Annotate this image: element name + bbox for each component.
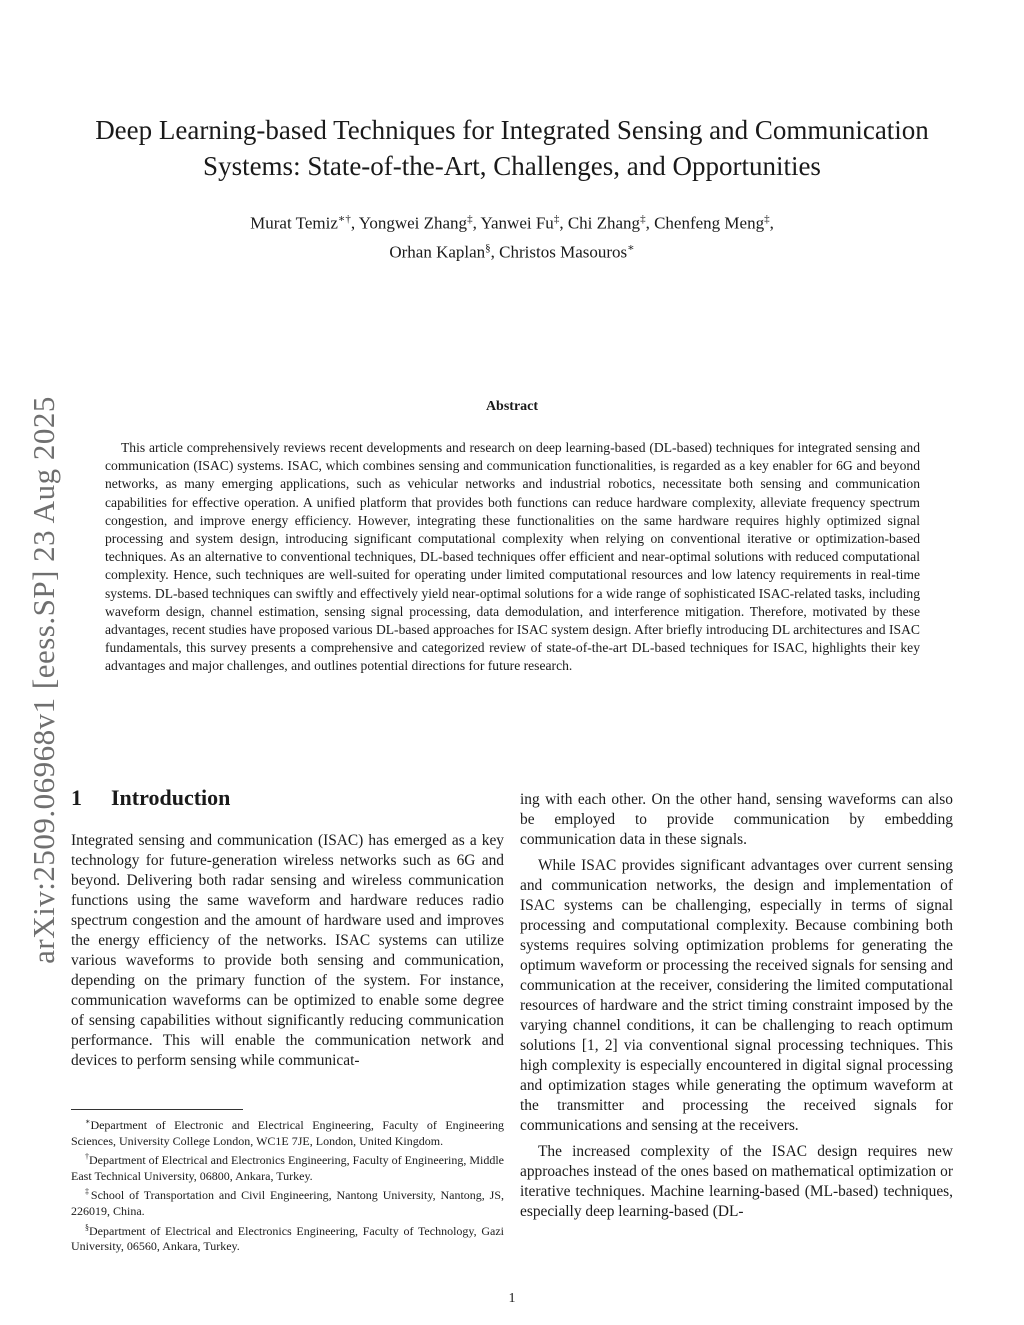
paper-title-line-1: Deep Learning-based Techniques for Integrated Sensing and Communication — [95, 115, 929, 145]
author-affiliation-mark: ‡ — [764, 213, 770, 225]
footnote-mark: § — [85, 1222, 89, 1232]
body-paragraph: ing with each other. On the other hand, sensing waveforms can also be employed to provide communication by embedding communication data in these signals. — [520, 791, 953, 848]
author-name: Christos Masouros — [499, 242, 628, 262]
author-name: Chenfeng Meng — [654, 213, 765, 233]
footnote: ‡School of Transportation and Civil Engineering, Nantong University, Nantong, JS, 226019, China. — [71, 1187, 505, 1218]
paper-title — [60, 112, 964, 184]
page-number: 1 — [508, 1291, 516, 1306]
author-affiliation-mark: § — [485, 241, 491, 254]
footnote-mark: ‡ — [85, 1187, 91, 1197]
arxiv-identifier-stamp: arXiv:2509.06968v1 [eess.SP] 23 Aug 2025 — [26, 396, 61, 964]
section-number: 1 — [71, 785, 82, 810]
author-name: Orhan Kaplan — [389, 242, 486, 262]
footnote-separator — [71, 1109, 243, 1110]
abstract-heading: Abstract — [485, 399, 539, 414]
author-affiliation-mark: ∗† — [337, 213, 351, 225]
author-affiliation-mark: ‡ — [553, 213, 560, 225]
author-name: Murat Temiz — [250, 213, 338, 233]
body-paragraph: Integrated sensing and communication (ISAC) has emerged as a key technology for future-generation wireless networks such as 6G and beyond. Delivering both radar sensing and wireless communication functions using the same waveform and hardware reduces radio spectrum congestion and the amount of hardware used and improves the energy efficiency of the networks. ISAC systems can utilize various waveforms to provide both sensing and communication, depending on the primary function of the system. For instance, communication waveforms can be optimized to enable some degree of sensing capabilities without significantly reducing communication performance. This will enable the communication network and devices to perform sensing while communicat- — [71, 832, 504, 1069]
footnote-mark: ∗ — [85, 1117, 91, 1126]
abstract-text: This article comprehensively reviews recent developments and research on deep learning-based (DL-based) techniques for integrated sensing and communication (ISAC) systems. ISAC, which combines sensing and communication functionalities, is regarded as a key enabler for 6G and beyond networks, as many emerging applications, such as vehicular networks and industrial robotics, necessitate both sensing and communication capabilities for effective operation. A unified platform that provides both functions can reduce hardware complexity, alleviate frequency spectrum congestion, and improve energy efficiency. However, integrating these functionalities on the same hardware requires highly optimized signal processing and system design, introducing significant computational complexity when relying on conventional iterative or optimization-based techniques. As an alternative to conventional techniques, DL-based techniques offer efficient and near-optimal solutions with reduced computational complexity. Hence, such techniques are well-suited for operating under limited computational resources and low latency requirements in real-time systems. DL-based techniques can swiftly and effectively yield near-optimal solutions for a wide range of sophisticated ISAC-related tasks, including waveform design, channel estimation, sensing signal processing, data demodulation, and interference mitigation. Therefore, motivated by these advantages, recent studies have proposed various DL-based approaches for ISAC system design. After briefly introducing DL architectures and ISAC fundamentals, this survey presents a comprehensive and categorized review of state-of-the-art DL-based techniques for ISAC, highlights their key advantages and major challenges, and outlines potential directions for future research. — [105, 440, 920, 674]
body-paragraph: While ISAC provides significant advantages over current sensing and communication networks, the design and implementation of ISAC systems can be challenging, especially in terms of signal processing and computational complexity. Because combining both systems requires solving optimization problems for generating the optimum waveform or processing the received signals for sensing and communication at the receiver, considering the limited computational resources of hardware and the strict timing constraint imposed by the varying channel conditions, it can be challenging to reach optimum solutions [1, 2] via conventional signal processing techniques. This high complexity is especially encountered in digital signal processing and optimization stages while generating the optimum waveform at the transmitter and processing the received signals for communications and sensing at the receivers. — [520, 857, 953, 1134]
footnote: †Department of Electrical and Electronics Engineering, Faculty of Engineering, Middle East Technical University, 06800, Ankara, Turkey. — [71, 1152, 504, 1183]
footnote: ∗Department of Electronic and Electrical Engineering, Faculty of Engineering Sciences, University College London, WC1E 7JE, London, United Kingdom. — [71, 1117, 504, 1148]
author-name: Yanwei Fu — [480, 213, 554, 233]
author-affiliation-mark: ‡ — [640, 213, 646, 225]
author-list — [150, 207, 874, 264]
author-name: Yongwei Zhang — [358, 213, 468, 233]
author-line-1: Murat Temiz∗†, Yongwei Zhang‡, Yanwei Fu‡, Chi Zhang‡, Chenfeng Meng‡, — [250, 213, 774, 233]
body-paragraph: The increased complexity of the ISAC design requires new approaches instead of the ones based on mathematical optimization or iterative techniques. Machine learning-based (ML-based) techniques, especially deep learning-based (DL- — [520, 1143, 953, 1220]
footnotes — [71, 1114, 504, 1255]
section-title: Introduction — [111, 785, 231, 810]
footnote: §Department of Electrical and Electronics Engineering, Faculty of Technology, Gazi University, 06560, Ankara, Turkey. — [71, 1222, 504, 1254]
footnote-mark: † — [85, 1152, 90, 1162]
paper-title-line-2: Systems: State-of-the-Art, Challenges, and Opportunities — [203, 151, 821, 181]
right-column — [520, 790, 953, 1222]
author-affiliation-mark: ∗ — [627, 241, 635, 254]
author-name: Chi Zhang — [567, 213, 641, 233]
author-line-2: Orhan Kaplan§, Christos Masouros∗ — [389, 241, 635, 262]
author-affiliation-mark: ‡ — [467, 213, 473, 225]
section-heading-introduction — [71, 785, 230, 811]
left-column — [71, 831, 504, 1071]
